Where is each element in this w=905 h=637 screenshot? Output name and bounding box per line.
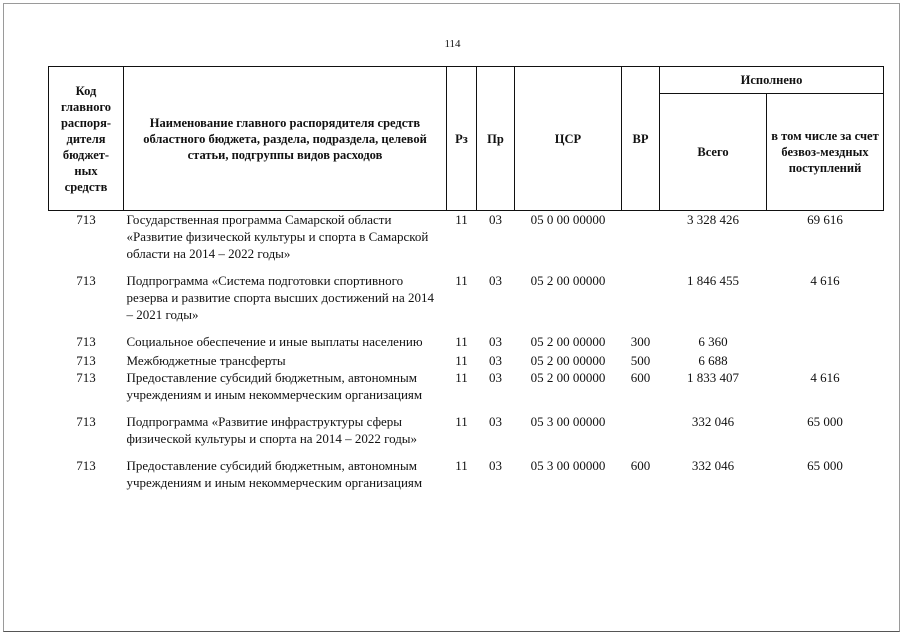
cell-csr: 05 2 00 00000 (530, 273, 606, 288)
cell-rz: 11 (455, 353, 468, 368)
cell-rz: 11 (455, 212, 468, 227)
cell-pr: 03 (489, 370, 502, 385)
header-pr: Пр (477, 67, 515, 211)
cell-name: Предоставление субсидий бюджетным, автономным учреждениям и иным некоммерческим организациям (126, 370, 423, 402)
cell-vr (622, 211, 660, 263)
cell-rz: 11 (455, 414, 468, 429)
table-row (49, 333, 884, 350)
table-row (49, 413, 884, 447)
cell-name: Государственная программа Самарской области «Развитие физической культуры и спорта в Самарской области на 2014 – 2022 годы» (126, 212, 429, 261)
cell-gratuitous: 69 616 (807, 212, 843, 227)
cell-vr: 300 (630, 334, 651, 349)
cell-total: 1 846 455 (687, 273, 739, 288)
cell-code: 713 (76, 353, 96, 368)
header-csr: ЦСР (515, 67, 622, 211)
cell-pr: 03 (489, 353, 502, 368)
cell-total: 6 360 (698, 334, 728, 349)
cell-csr: 05 3 00 00000 (530, 458, 606, 473)
cell-vr (622, 413, 660, 447)
cell-csr: 05 0 00 00000 (530, 212, 606, 227)
header-name: Наименование главного распорядителя средств областного бюджета, раздела, подраздела, целевой статьи, подгруппы видов расходов (124, 67, 447, 211)
cell-vr: 600 (630, 370, 651, 385)
cell-csr: 05 3 00 00000 (530, 414, 606, 429)
cell-gratuitous (767, 352, 884, 369)
table-row (49, 272, 884, 323)
cell-code: 713 (76, 458, 96, 473)
cell-code: 713 (76, 370, 96, 385)
cell-rz: 11 (455, 370, 468, 385)
cell-gratuitous: 65 000 (807, 414, 843, 429)
header-gratuitous: в том числе за счет безвоз-мездных поступлений (767, 94, 884, 211)
cell-name: Межбюджетные трансферты (126, 353, 286, 368)
cell-vr: 600 (630, 458, 651, 473)
cell-code: 713 (76, 212, 96, 227)
cell-pr: 03 (489, 273, 502, 288)
table-row (49, 352, 884, 369)
cell-csr: 05 2 00 00000 (530, 370, 606, 385)
cell-total: 1 833 407 (687, 370, 739, 385)
cell-name: Подпрограмма «Развитие инфраструктуры сферы физической культуры и спорта на 2014 – 2022 годы» (126, 414, 418, 446)
page-number: 114 (444, 38, 461, 50)
cell-csr: 05 2 00 00000 (530, 334, 606, 349)
budget-table (48, 66, 884, 491)
table-row (49, 211, 884, 263)
cell-rz: 11 (455, 334, 468, 349)
header-code: Код главного распоря-дителя бюджет-ных средств (49, 67, 124, 211)
header-total: Всего (660, 94, 767, 211)
cell-pr: 03 (489, 334, 502, 349)
cell-gratuitous: 65 000 (807, 458, 843, 473)
cell-vr (622, 272, 660, 323)
cell-rz: 11 (455, 273, 468, 288)
header-vr: ВР (622, 67, 660, 211)
cell-total: 332 046 (691, 458, 735, 473)
header-executed: Исполнено (660, 67, 884, 94)
cell-pr: 03 (489, 414, 502, 429)
cell-gratuitous (767, 333, 884, 350)
cell-total: 6 688 (698, 353, 728, 368)
cell-name: Социальное обеспечение и иные выплаты населению (126, 334, 423, 349)
table-row (49, 457, 884, 491)
cell-vr: 500 (630, 353, 651, 368)
cell-gratuitous: 4 616 (810, 370, 840, 385)
header-rz: Рз (447, 67, 477, 211)
cell-pr: 03 (489, 458, 502, 473)
cell-total: 332 046 (691, 414, 735, 429)
cell-gratuitous: 4 616 (810, 273, 840, 288)
cell-csr: 05 2 00 00000 (530, 353, 606, 368)
cell-name: Подпрограмма «Система подготовки спортивного резерва и развитие спорта высших достижений на 2014 – 2021 годы» (126, 273, 434, 322)
cell-code: 713 (76, 273, 96, 288)
cell-name: Предоставление субсидий бюджетным, автономным учреждениям и иным некоммерческим организациям (126, 458, 423, 490)
table-row (49, 369, 884, 403)
cell-pr: 03 (489, 212, 502, 227)
cell-rz: 11 (455, 458, 468, 473)
cell-total: 3 328 426 (687, 212, 739, 227)
cell-code: 713 (76, 334, 96, 349)
cell-code: 713 (76, 414, 96, 429)
